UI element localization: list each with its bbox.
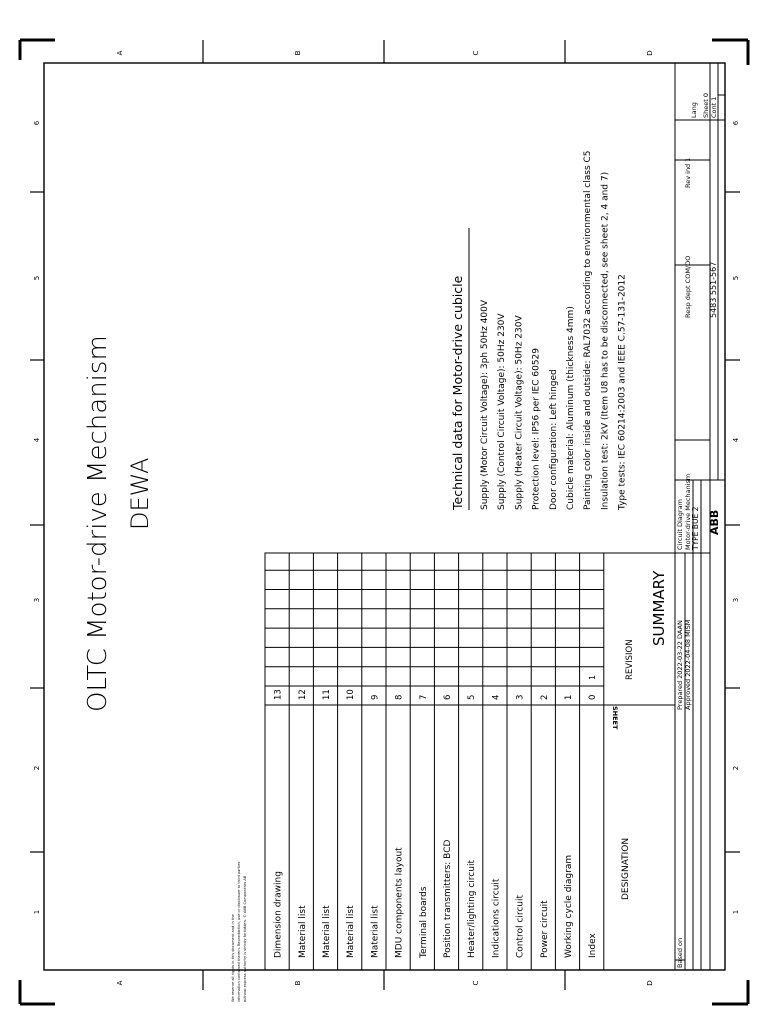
document-number: 5483 551-567 bbox=[709, 261, 718, 318]
table-row-sheet: 1 bbox=[564, 694, 574, 700]
table-row-designation: Position transmitters: BCD bbox=[443, 839, 453, 958]
sheet-header: SHEET bbox=[611, 706, 619, 730]
zone-row-3-right: 3 bbox=[732, 597, 740, 603]
revision-index: Rev ind 1 bbox=[684, 157, 692, 188]
table-row-designation: Material list bbox=[322, 905, 332, 958]
zone-col-d-bottom: D bbox=[646, 980, 654, 986]
zone-col-b-bottom: B bbox=[294, 980, 302, 986]
table-row-sheet: 10 bbox=[346, 689, 357, 700]
resp-dept: Resp dept COM/OO bbox=[684, 255, 692, 318]
zone-row-2-left: 2 bbox=[33, 765, 41, 771]
technical-line: Door configuration: Left hinged bbox=[548, 369, 559, 510]
table-row-sheet: 8 bbox=[394, 694, 405, 700]
technical-line: Supply (Control Circuit Voltage): 50Hz 230V bbox=[497, 313, 508, 510]
table-row-designation: Terminal boards bbox=[418, 886, 429, 958]
table-row-designation: Heater/lighting circuit bbox=[467, 860, 478, 958]
zone-col-a-bottom: A bbox=[116, 980, 124, 986]
technical-line: Painting color inside and outside: RAL7032 according to environmental class C5 bbox=[583, 150, 594, 510]
technical-line: Insulation test: 2kV (Item U8 has to be disconnected, see sheet 2, 4 and 7) bbox=[600, 171, 611, 510]
summary-label: SUMMARY bbox=[650, 570, 668, 646]
table-row-sheet: 3 bbox=[515, 694, 526, 700]
table-row-sheet: 12 bbox=[297, 689, 308, 700]
table-row-designation: MDU components layout bbox=[394, 847, 405, 958]
copyright-notice bbox=[231, 862, 247, 1002]
technical-line: Supply (Motor Circuit Voltage): 3ph 50Hz 400V bbox=[480, 299, 490, 510]
zone-col-c-bottom: C bbox=[472, 980, 480, 986]
zone-row-4-left: 4 bbox=[33, 437, 41, 443]
continuation: Cont 1 bbox=[710, 96, 718, 118]
zone-col-b-top: B bbox=[294, 50, 302, 56]
zone-row-5-right: 5 bbox=[732, 275, 740, 281]
table-row-designation: Material list bbox=[297, 905, 308, 958]
title-block-text bbox=[676, 93, 721, 968]
sheet-number: Sheet 0 bbox=[702, 93, 710, 118]
copyright-line-1: We reserve all rights in this document and in the bbox=[231, 914, 235, 1002]
zone-row-5-left: 5 bbox=[33, 275, 41, 281]
zone-col-c-top: C bbox=[472, 50, 480, 56]
table-row-sheet: 11 bbox=[322, 689, 332, 700]
technical-line: Supply (Heater Circuit Voltage): 50Hz 230V bbox=[514, 315, 525, 510]
table-row-designation: Working cycle diagram bbox=[564, 854, 574, 958]
table-row-sheet: 4 bbox=[491, 694, 502, 700]
table-row-revision: 1 bbox=[588, 674, 598, 680]
technical-line: Protection level: IP56 per IEC 60529 bbox=[531, 347, 542, 510]
technical-heading: Technical data for Motor-drive cubicle bbox=[450, 275, 465, 510]
zone-col-d-top: D bbox=[646, 50, 654, 56]
revision-header: REVISION bbox=[625, 639, 635, 680]
zone-row-3-left: 3 bbox=[33, 597, 41, 603]
table-row-designation: Power circuit bbox=[539, 900, 550, 958]
table-row-designation: Material list bbox=[346, 905, 357, 958]
zone-col-a-top: A bbox=[116, 50, 124, 56]
zone-row-4-right: 4 bbox=[732, 437, 740, 443]
zone-row-6-right: 6 bbox=[732, 120, 740, 126]
circuit-diagram-line2: Motor-drive Mechanism bbox=[684, 473, 692, 550]
circuit-diagram-line1: Circuit Diagram bbox=[676, 499, 684, 550]
table-row-sheet: 2 bbox=[539, 694, 550, 700]
table-row-sheet: 6 bbox=[443, 694, 453, 700]
language-label: Lang bbox=[690, 102, 698, 118]
table-row-sheet: 7 bbox=[418, 694, 429, 700]
table-row-designation: Control circuit bbox=[515, 894, 526, 958]
approved-line: Approved 2022-04-08 MISM bbox=[684, 619, 692, 710]
copyright-line-2: information contained therein. Reproduction, use or disclosure to third parties bbox=[237, 861, 241, 1002]
circuit-diagram-line3: TYPE BUE 2 bbox=[691, 506, 700, 550]
technical-data bbox=[450, 150, 628, 511]
table-row-designation: Material list bbox=[370, 905, 381, 958]
zone-row-1-left: 1 bbox=[33, 909, 41, 915]
designation-header: DESIGNATION bbox=[621, 837, 631, 900]
based-on-label: Based on bbox=[676, 937, 684, 968]
abb-logo: ABB bbox=[708, 509, 721, 535]
technical-line: Cubicle material: Aluminum (thickness 4mm) bbox=[566, 306, 576, 510]
zone-row-1-right: 1 bbox=[732, 909, 740, 915]
zone-row-6-left: 6 bbox=[33, 120, 41, 126]
drawing-title: OLTC Motor-drive Mechanism bbox=[83, 335, 113, 712]
table-row-sheet: 13 bbox=[273, 689, 284, 700]
table-row-designation: Indications circuit bbox=[491, 878, 502, 958]
table-row-sheet: 5 bbox=[467, 694, 478, 700]
table-row-designation: Dimension drawing bbox=[273, 871, 284, 958]
table-row-sheet: 0 bbox=[588, 694, 599, 700]
drawing-subtitle: DEWA bbox=[126, 457, 154, 530]
table-row-sheet: 9 bbox=[370, 694, 381, 700]
table-row-designation: Index bbox=[588, 933, 599, 958]
zone-row-2-right: 2 bbox=[732, 765, 740, 771]
technical-lines bbox=[480, 150, 628, 511]
prepared-line: Prepared 2022-03-22 DAAN bbox=[676, 620, 684, 710]
technical-line: Type tests: IEC 60214:2003 and IEEE C.57-131-2012 bbox=[617, 274, 628, 510]
copyright-line-3: without express authority is strictly forbidden. © ABB Components AB bbox=[243, 875, 247, 1002]
